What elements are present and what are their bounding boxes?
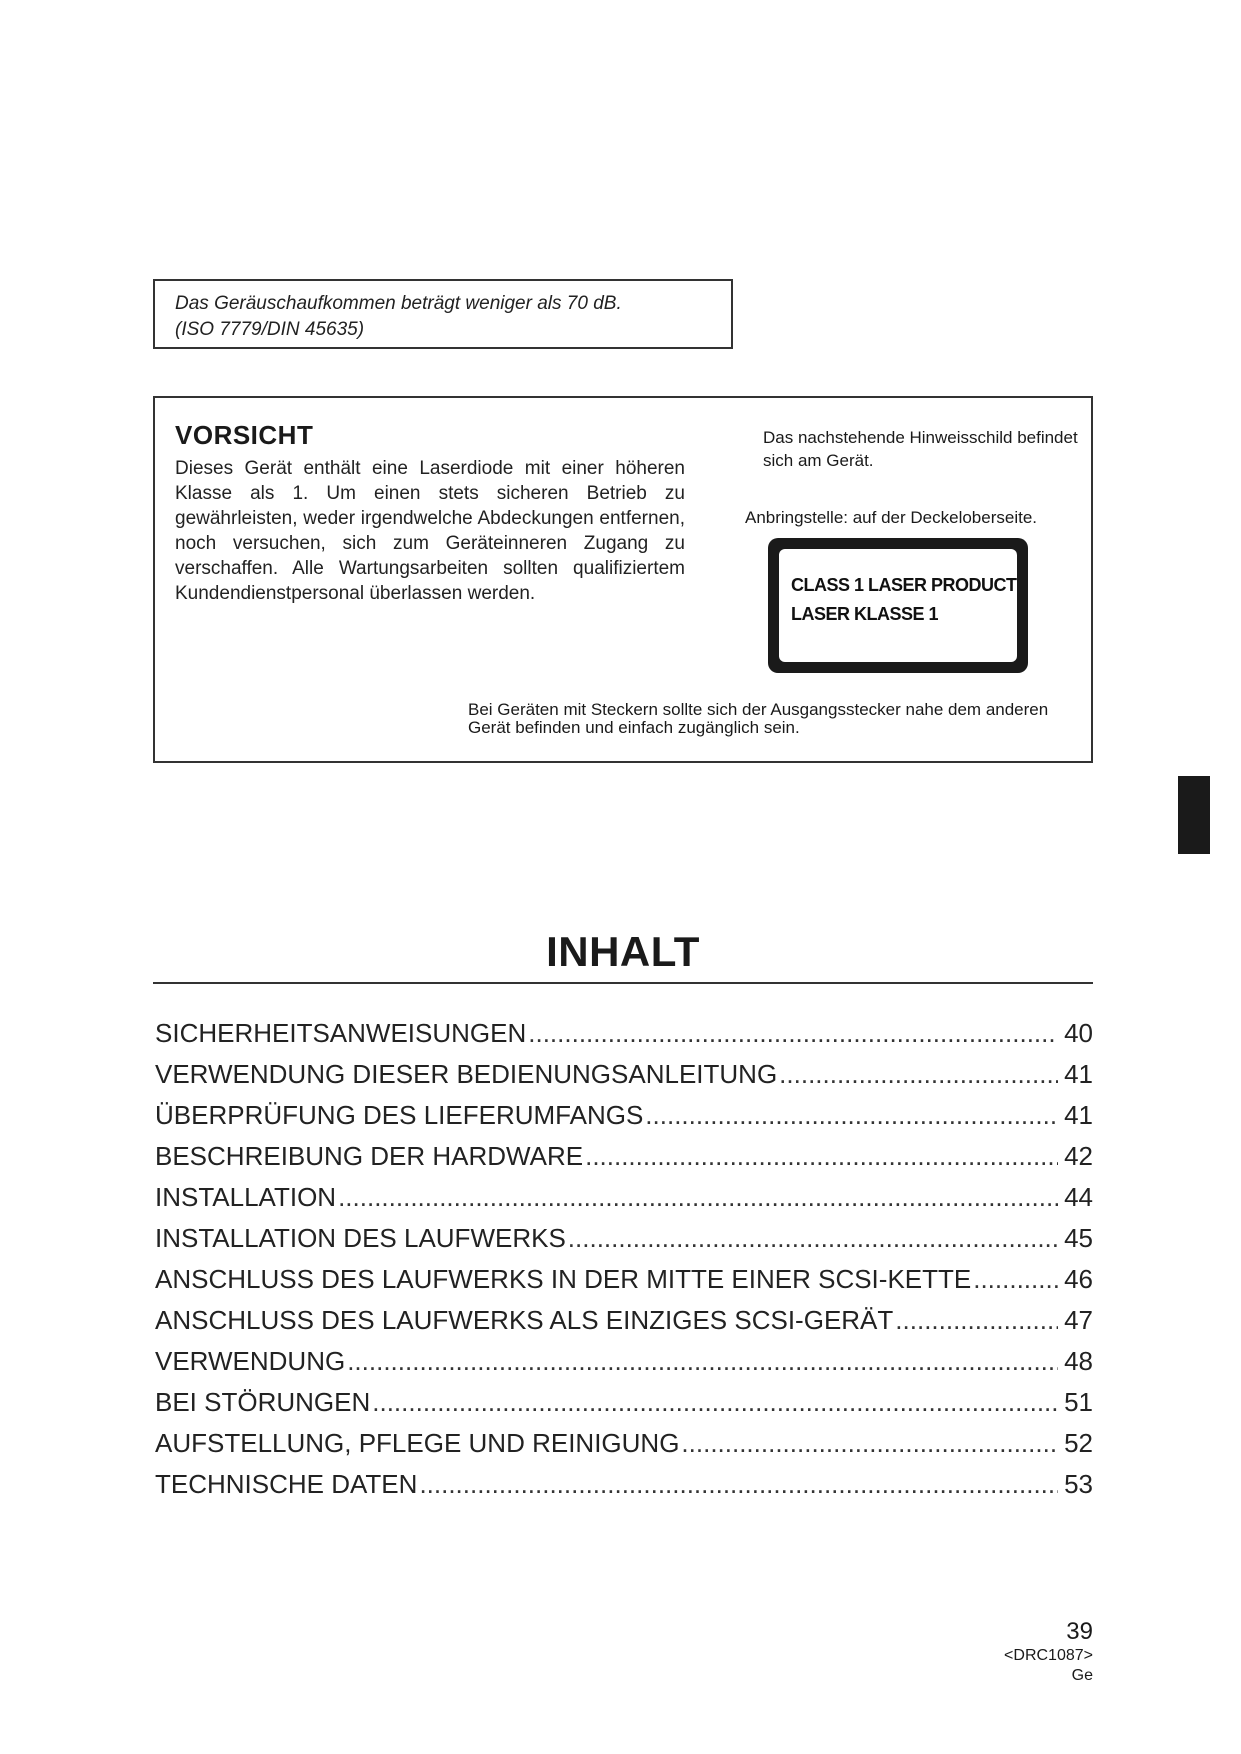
toc-entry[interactable] [155, 1059, 1093, 1100]
toc-entry-page: 40 [1064, 1018, 1093, 1048]
noise-notice-line-1: Das Geräuschaufkommen beträgt weniger als 70 dB. [175, 293, 622, 314]
toc-entry-label: TECHNISCHE DATEN [155, 1469, 418, 1499]
toc-entry-page: 51 [1064, 1387, 1093, 1417]
toc-entry-label: ANSCHLUSS DES LAUFWERKS IN DER MITTE EINER SCSI-KETTE [155, 1264, 972, 1294]
toc-divider [153, 982, 1093, 984]
toc-entry-label: AUFSTELLUNG, PFLEGE UND REINIGUNG [155, 1428, 680, 1458]
toc-leader-dots [681, 1428, 1058, 1459]
toc-entry-label: INSTALLATION DES LAUFWERKS [155, 1223, 566, 1253]
toc-leader-dots [568, 1223, 1058, 1254]
toc-list [155, 1018, 1093, 1510]
toc-title: INHALT [546, 928, 700, 975]
toc-entry[interactable] [155, 1428, 1093, 1469]
toc-entry[interactable] [155, 1182, 1093, 1223]
label-location-note: Das nachstehende Hinweisschild befindet sich am Gerät. [763, 428, 1078, 470]
toc-entry-page: 48 [1064, 1346, 1093, 1376]
toc-entry[interactable] [155, 1141, 1093, 1182]
toc-leader-dots [973, 1264, 1058, 1295]
toc-leader-dots [338, 1182, 1058, 1213]
toc-entry-page: 47 [1064, 1305, 1093, 1335]
toc-entry-label: BESCHREIBUNG DER HARDWARE [155, 1141, 584, 1171]
noise-notice-line-2: (ISO 7779/DIN 45635) [175, 319, 365, 340]
laser-class-label [768, 538, 1028, 673]
toc-entry-page: 53 [1064, 1469, 1093, 1499]
toc-entry[interactable] [155, 1264, 1093, 1305]
toc-entry[interactable] [155, 1346, 1093, 1387]
laser-class-label-panel [779, 549, 1017, 662]
toc-entry-page: 46 [1064, 1264, 1093, 1294]
toc-leader-dots [419, 1469, 1058, 1500]
laser-label-line-2: LASER KLASSE 1 [791, 604, 939, 624]
toc-entry[interactable] [155, 1387, 1093, 1428]
toc-entry-page: 45 [1064, 1223, 1093, 1253]
toc-leader-dots [372, 1387, 1058, 1418]
noise-notice-box [153, 279, 733, 349]
laser-label-line-1: CLASS 1 LASER PRODUCT [791, 575, 1017, 595]
toc-entry[interactable] [155, 1469, 1093, 1510]
toc-entry-label: VERWENDUNG [155, 1346, 346, 1376]
toc-leader-dots [779, 1059, 1058, 1090]
toc-leader-dots [585, 1141, 1058, 1172]
toc-entry-page: 42 [1064, 1141, 1093, 1171]
mount-location-note: Anbringstelle: auf der Deckeloberseite. [745, 508, 1037, 527]
document-code: <DRC1087> [1004, 1647, 1093, 1664]
toc-entry-page: 41 [1064, 1100, 1093, 1130]
caution-title: VORSICHT [175, 420, 314, 450]
toc-entry-label: INSTALLATION [155, 1182, 337, 1212]
toc-entry[interactable] [155, 1223, 1093, 1264]
toc-entry-label: VERWENDUNG DIESER BEDIENUNGSANLEITUNG [155, 1059, 778, 1089]
plug-note: Bei Geräten mit Steckern sollte sich der Ausgangsstecker nahe dem anderen Gerät befinden und einfach zugänglich sein. [468, 700, 1049, 737]
caution-box [153, 396, 1093, 763]
toc-entry-page: 44 [1064, 1182, 1093, 1212]
toc-entry[interactable] [155, 1018, 1093, 1059]
toc-entry[interactable] [155, 1100, 1093, 1141]
toc-leader-dots [528, 1018, 1058, 1049]
toc-entry-page: 52 [1064, 1428, 1093, 1458]
section-tab-marker [1178, 776, 1210, 854]
toc-entry[interactable] [155, 1305, 1093, 1346]
page-number: 39 [1066, 1618, 1093, 1645]
toc-leader-dots [347, 1346, 1058, 1377]
toc-leader-dots [895, 1305, 1058, 1336]
toc-entry-label: SICHERHEITSANWEISUNGEN [155, 1018, 527, 1048]
toc-entry-label: ÜBERPRÜFUNG DES LIEFERUMFANGS [155, 1100, 644, 1130]
language-code: Ge [1071, 1667, 1093, 1684]
toc-entry-label: ANSCHLUSS DES LAUFWERKS ALS EINZIGES SCSI-GERÄT [155, 1305, 894, 1335]
toc-entry-label: BEI STÖRUNGEN [155, 1387, 371, 1417]
caution-text: Dieses Gerät enthält eine Laserdiode mit einer höheren Klasse als 1. Um einen stets sicheren Betrieb zu gewährleisten, weder irgendwelche Abdeckungen entfernen, noch versuchen, sich zum Geräteinneren Zugang zu verschaffen. Alle Wartungsarbeiten sollten qualifiziertem Kundendienstpersonal überlassen werden. [175, 458, 685, 604]
toc-leader-dots [645, 1100, 1058, 1131]
toc-entry-page: 41 [1064, 1059, 1093, 1089]
